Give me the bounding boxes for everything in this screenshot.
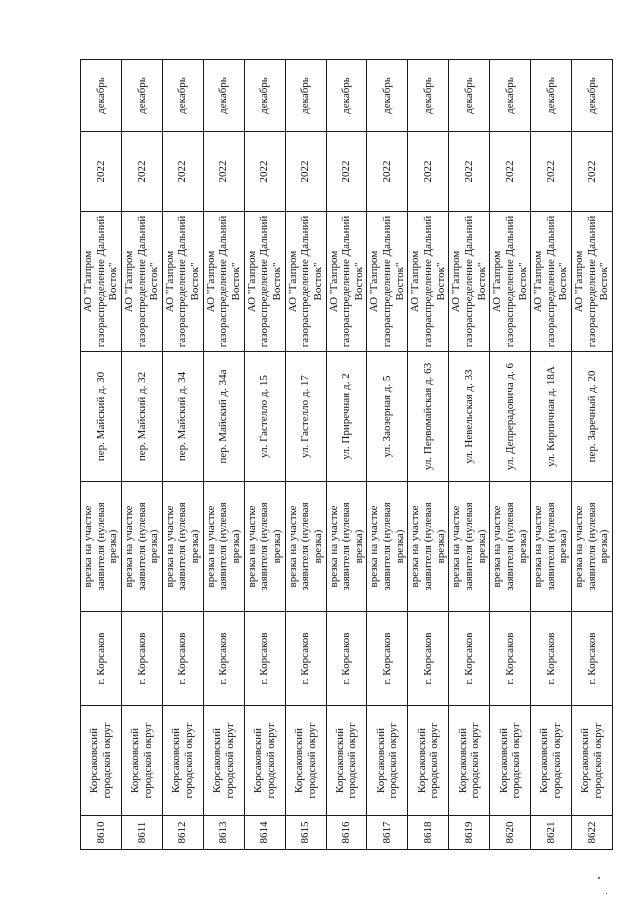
scan-speck xyxy=(598,877,600,879)
locality-cell: г. Корсаков xyxy=(367,612,408,706)
municipality-cell: Корсаковский городской округ xyxy=(408,706,449,816)
table-row xyxy=(244,60,285,850)
table-row xyxy=(121,60,162,850)
municipality-cell: Корсаковский городской округ xyxy=(367,706,408,816)
address-cell: ул. Депрерадовича д. 6 xyxy=(490,352,531,482)
locality-cell: г. Корсаков xyxy=(162,612,203,706)
month-cell: декабрь xyxy=(490,60,531,132)
organization-cell: АО "Газпром газораспределение Дальний Восток" xyxy=(367,212,408,352)
organization-cell: АО "Газпром газораспределение Дальний Восток" xyxy=(572,212,613,352)
table-row xyxy=(408,60,449,850)
municipality-cell: Корсаковский городской округ xyxy=(572,706,613,816)
work-type-cell: врезка на участке заявителя (нулевая врезка) xyxy=(285,482,326,612)
year-cell: 2022 xyxy=(572,132,613,212)
year-cell: 2022 xyxy=(408,132,449,212)
table-row xyxy=(572,60,613,850)
work-type-cell: врезка на участке заявителя (нулевая врезка) xyxy=(244,482,285,612)
organization-cell: АО "Газпром газораспределение Дальний Восток" xyxy=(408,212,449,352)
locality-cell: г. Корсаков xyxy=(285,612,326,706)
row-number-cell: 8619 xyxy=(449,816,490,850)
row-number-cell: 8612 xyxy=(162,816,203,850)
municipality-cell: Корсаковский городской округ xyxy=(531,706,572,816)
year-cell: 2022 xyxy=(449,132,490,212)
organization-cell: АО "Газпром газораспределение Дальний Восток" xyxy=(162,212,203,352)
work-type-cell: врезка на участке заявителя (нулевая врезка) xyxy=(408,482,449,612)
work-type-cell: врезка на участке заявителя (нулевая врезка) xyxy=(531,482,572,612)
municipality-cell: Корсаковский городской округ xyxy=(203,706,244,816)
municipality-cell: Корсаковский городской округ xyxy=(326,706,367,816)
table-body xyxy=(81,60,613,850)
row-number-cell: 8622 xyxy=(572,816,613,850)
locality-cell: г. Корсаков xyxy=(326,612,367,706)
organization-cell: АО "Газпром газораспределение Дальний Восток" xyxy=(326,212,367,352)
locality-cell: г. Корсаков xyxy=(490,612,531,706)
municipality-cell: Корсаковский городской округ xyxy=(162,706,203,816)
month-cell: декабрь xyxy=(326,60,367,132)
year-cell: 2022 xyxy=(367,132,408,212)
address-cell: ул. Гастелло д. 17 xyxy=(285,352,326,482)
gas-connection-table xyxy=(80,59,613,850)
year-cell: 2022 xyxy=(81,132,122,212)
table-row xyxy=(531,60,572,850)
organization-cell: АО "Газпром газораспределение Дальний Восток" xyxy=(449,212,490,352)
address-cell: ул. Гастелло д. 15 xyxy=(244,352,285,482)
row-number-cell: 8615 xyxy=(285,816,326,850)
organization-cell: АО "Газпром газораспределение Дальний Восток" xyxy=(121,212,162,352)
address-cell: ул. Кирпичная д. 18А xyxy=(531,352,572,482)
table-row xyxy=(203,60,244,850)
month-cell: декабрь xyxy=(203,60,244,132)
work-type-cell: врезка на участке заявителя (нулевая врезка) xyxy=(162,482,203,612)
year-cell: 2022 xyxy=(244,132,285,212)
month-cell: декабрь xyxy=(449,60,490,132)
row-number-cell: 8618 xyxy=(408,816,449,850)
address-cell: ул. Заозерная д. 5 xyxy=(367,352,408,482)
address-cell: ул. Невельская д. 33 xyxy=(449,352,490,482)
address-cell: ул. Первомайская д. 63 xyxy=(408,352,449,482)
month-cell: декабрь xyxy=(367,60,408,132)
locality-cell: г. Корсаков xyxy=(408,612,449,706)
work-type-cell: врезка на участке заявителя (нулевая врезка) xyxy=(326,482,367,612)
month-cell: декабрь xyxy=(285,60,326,132)
row-number-cell: 8610 xyxy=(81,816,122,850)
table-row xyxy=(81,60,122,850)
table-row xyxy=(449,60,490,850)
year-cell: 2022 xyxy=(326,132,367,212)
municipality-cell: Корсаковский городской округ xyxy=(244,706,285,816)
rotated-table-wrapper xyxy=(80,60,611,850)
address-cell: пер. Майский д. 34 xyxy=(162,352,203,482)
work-type-cell: врезка на участке заявителя (нулевая врезка) xyxy=(121,482,162,612)
locality-cell: г. Корсаков xyxy=(244,612,285,706)
month-cell: декабрь xyxy=(408,60,449,132)
table-row xyxy=(490,60,531,850)
locality-cell: г. Корсаков xyxy=(121,612,162,706)
table-row xyxy=(326,60,367,850)
locality-cell: г. Корсаков xyxy=(449,612,490,706)
year-cell: 2022 xyxy=(203,132,244,212)
year-cell: 2022 xyxy=(121,132,162,212)
row-number-cell: 8617 xyxy=(367,816,408,850)
locality-cell: г. Корсаков xyxy=(572,612,613,706)
row-number-cell: 8616 xyxy=(326,816,367,850)
year-cell: 2022 xyxy=(531,132,572,212)
locality-cell: г. Корсаков xyxy=(531,612,572,706)
month-cell: декабрь xyxy=(81,60,122,132)
organization-cell: АО "Газпром газораспределение Дальний Восток" xyxy=(203,212,244,352)
month-cell: декабрь xyxy=(244,60,285,132)
address-cell: ул. Приречная д. 2 xyxy=(326,352,367,482)
year-cell: 2022 xyxy=(285,132,326,212)
organization-cell: АО "Газпром газораспределение Дальний Восток" xyxy=(490,212,531,352)
municipality-cell: Корсаковский городской округ xyxy=(285,706,326,816)
address-cell: пер. Майский д. 32 xyxy=(121,352,162,482)
table-row xyxy=(285,60,326,850)
address-cell: пер. Майский д. 34а xyxy=(203,352,244,482)
month-cell: декабрь xyxy=(531,60,572,132)
month-cell: декабрь xyxy=(572,60,613,132)
locality-cell: г. Корсаков xyxy=(81,612,122,706)
address-cell: пер. Заречный д. 20 xyxy=(572,352,613,482)
locality-cell: г. Корсаков xyxy=(203,612,244,706)
address-cell: пер. Майский д. 30 xyxy=(81,352,122,482)
work-type-cell: врезка на участке заявителя (нулевая врезка) xyxy=(367,482,408,612)
row-number-cell: 8620 xyxy=(490,816,531,850)
year-cell: 2022 xyxy=(490,132,531,212)
organization-cell: АО "Газпром газораспределение Дальний Восток" xyxy=(285,212,326,352)
row-number-cell: 8611 xyxy=(121,816,162,850)
organization-cell: АО "Газпром газораспределение Дальний Восток" xyxy=(531,212,572,352)
month-cell: декабрь xyxy=(121,60,162,132)
year-cell: 2022 xyxy=(162,132,203,212)
work-type-cell: врезка на участке заявителя (нулевая врезка) xyxy=(490,482,531,612)
month-cell: декабрь xyxy=(162,60,203,132)
municipality-cell: Корсаковский городской округ xyxy=(81,706,122,816)
work-type-cell: врезка на участке заявителя (нулевая врезка) xyxy=(449,482,490,612)
municipality-cell: Корсаковский городской округ xyxy=(449,706,490,816)
work-type-cell: врезка на участке заявителя (нулевая врезка) xyxy=(81,482,122,612)
row-number-cell: 8613 xyxy=(203,816,244,850)
scan-speck xyxy=(606,893,607,894)
table-row xyxy=(367,60,408,850)
work-type-cell: врезка на участке заявителя (нулевая врезка) xyxy=(572,482,613,612)
organization-cell: АО "Газпром газораспределение Дальний Восток" xyxy=(81,212,122,352)
row-number-cell: 8614 xyxy=(244,816,285,850)
work-type-cell: врезка на участке заявителя (нулевая врезка) xyxy=(203,482,244,612)
table-row xyxy=(162,60,203,850)
municipality-cell: Корсаковский городской округ xyxy=(121,706,162,816)
municipality-cell: Корсаковский городской округ xyxy=(490,706,531,816)
row-number-cell: 8621 xyxy=(531,816,572,850)
organization-cell: АО "Газпром газораспределение Дальний Восток" xyxy=(244,212,285,352)
